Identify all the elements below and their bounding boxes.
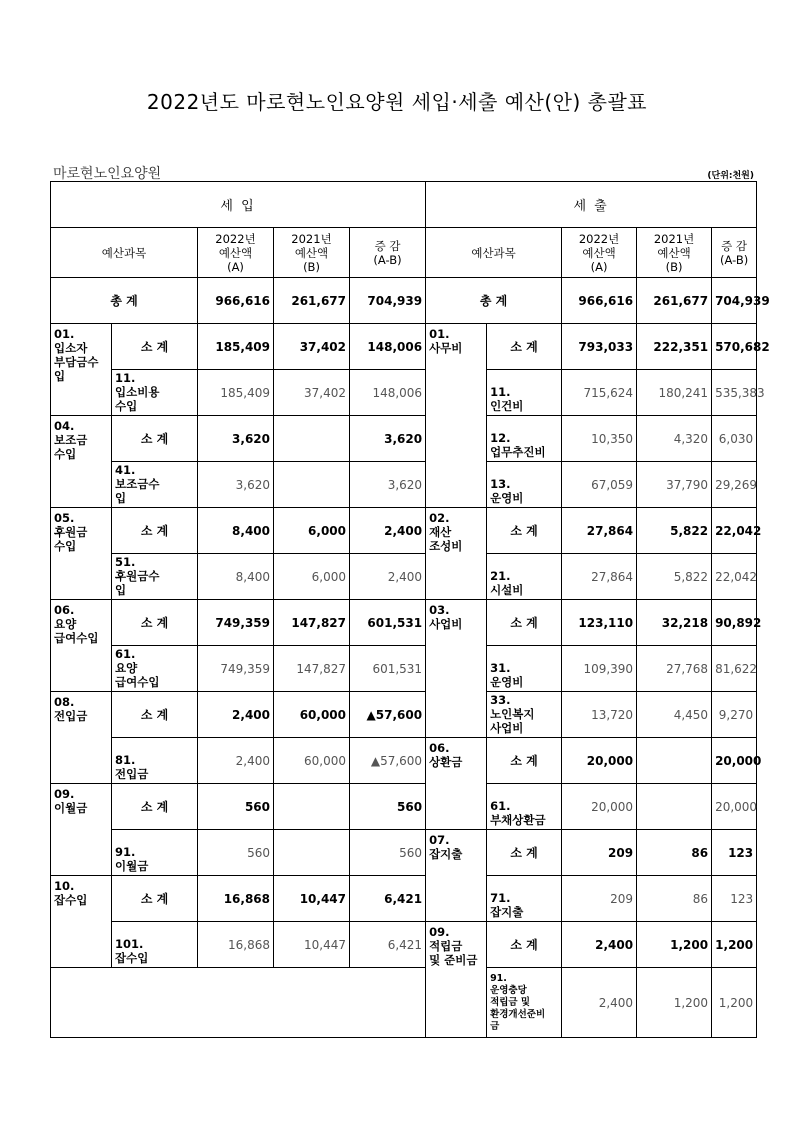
expense-item-value: 1,200 <box>712 968 757 1038</box>
expense-subtotal-label: 소 계 <box>487 922 562 968</box>
expense-subtotal-label: 소 계 <box>487 508 562 554</box>
income-subtotal-value <box>274 784 350 830</box>
expense-item-value: 10,350 <box>562 416 637 462</box>
expense-subtotal-value: 123,110 <box>562 600 637 646</box>
expense-item-value <box>637 784 712 830</box>
table-row <box>51 324 757 370</box>
expense-item-value: 1,200 <box>637 968 712 1038</box>
income-subtotal-value: 148,006 <box>350 324 426 370</box>
income-item-value: 3,620 <box>198 462 274 508</box>
table-row <box>51 462 757 508</box>
income-group-label: 05. 후원금 수입 <box>51 508 112 600</box>
income-2022-header: 2022년 예산액 (A) <box>198 228 274 278</box>
expense-total-label: 총 계 <box>426 278 562 324</box>
expense-total-value: 966,616 <box>562 278 637 324</box>
income-subtotal-value: 601,531 <box>350 600 426 646</box>
expense-2022-header: 2022년 예산액 (A) <box>562 228 637 278</box>
income-item-value: 560 <box>198 830 274 876</box>
income-subtotal-value: 60,000 <box>274 692 350 738</box>
income-total-label: 총 계 <box>51 278 198 324</box>
expense-subtotal-value: 20,000 <box>712 738 757 784</box>
income-item-label: 91. 이월금 <box>112 830 198 876</box>
income-group-label: 06. 요양 급여수입 <box>51 600 112 692</box>
income-subtotal-value: 560 <box>350 784 426 830</box>
expense-subtotal-label: 소 계 <box>487 738 562 784</box>
income-subtotal-value: 6,000 <box>274 508 350 554</box>
expense-item-value: 22,042 <box>712 554 757 600</box>
expense-subtotal-value <box>637 738 712 784</box>
income-subtotal-value: 10,447 <box>274 876 350 922</box>
income-item-label: 61. 요양 급여수입 <box>112 646 198 692</box>
expense-item-label: 91. 운영충당 적립금 및 환경개선준비 금 <box>487 968 562 1038</box>
expense-item-value: 27,768 <box>637 646 712 692</box>
income-subtotal-label: 소 계 <box>112 876 198 922</box>
expense-subtotal-value: 20,000 <box>562 738 637 784</box>
expense-item-label: 11. 인건비 <box>487 370 562 416</box>
expense-group-label: 06. 상환금 <box>426 738 487 830</box>
income-total-value: 704,939 <box>350 278 426 324</box>
income-section-header: 세 입 <box>51 182 426 228</box>
table-row <box>51 228 757 278</box>
expense-group-label: 02. 재산 조성비 <box>426 508 487 600</box>
expense-item-value: 20,000 <box>712 784 757 830</box>
expense-subtotal-value: 1,200 <box>637 922 712 968</box>
expense-section-header: 세 출 <box>426 182 757 228</box>
expense-subtotal-value: 90,892 <box>712 600 757 646</box>
expense-2021-header: 2021년 예산액 (B) <box>637 228 712 278</box>
expense-subtotal-value: 2,400 <box>562 922 637 968</box>
income-item-value <box>274 462 350 508</box>
table-row <box>51 370 757 416</box>
table-row <box>51 416 757 462</box>
income-item-value: 6,000 <box>274 554 350 600</box>
expense-diff-header: 증 감 (A-B) <box>712 228 757 278</box>
expense-subtotal-value: 123 <box>712 830 757 876</box>
income-subtotal-value <box>274 416 350 462</box>
income-subtotal-value: 37,402 <box>274 324 350 370</box>
expense-subtotal-value: 209 <box>562 830 637 876</box>
table-row <box>51 692 757 738</box>
income-empty-cell <box>51 968 426 1038</box>
table-row <box>51 968 757 1038</box>
income-item-value: 147,827 <box>274 646 350 692</box>
income-item-value: 2,400 <box>198 738 274 784</box>
expense-group-label: 01. 사무비 <box>426 324 487 508</box>
table-row <box>51 922 757 968</box>
table-row <box>51 278 757 324</box>
income-item-label: 81. 전입금 <box>112 738 198 784</box>
expense-item-value: 20,000 <box>562 784 637 830</box>
expense-item-value: 6,030 <box>712 416 757 462</box>
income-group-label: 10. 잡수입 <box>51 876 112 968</box>
expense-subtotal-value: 222,351 <box>637 324 712 370</box>
expense-group-label: 09. 적립금 및 준비금 <box>426 922 487 1038</box>
income-total-value: 261,677 <box>274 278 350 324</box>
income-subtotal-value: 749,359 <box>198 600 274 646</box>
expense-item-value: 27,864 <box>562 554 637 600</box>
expense-item-label: 61. 부채상환금 <box>487 784 562 830</box>
income-item-value: 60,000 <box>274 738 350 784</box>
expense-item-value: 4,320 <box>637 416 712 462</box>
income-subtotal-value: 2,400 <box>350 508 426 554</box>
income-group-label: 09. 이월금 <box>51 784 112 876</box>
income-subtotal-value: 3,620 <box>198 416 274 462</box>
table-row <box>51 508 757 554</box>
income-subtotal-value: 2,400 <box>198 692 274 738</box>
income-item-value: 601,531 <box>350 646 426 692</box>
expense-subtotal-value: 793,033 <box>562 324 637 370</box>
expense-subtotal-value: 32,218 <box>637 600 712 646</box>
expense-subtotal-label: 소 계 <box>487 600 562 646</box>
income-total-value: 966,616 <box>198 278 274 324</box>
income-group-label: 01. 입소자 부담금수 입 <box>51 324 112 416</box>
income-subtotal-value: 6,421 <box>350 876 426 922</box>
expense-item-value: 86 <box>637 876 712 922</box>
expense-item-value: 29,269 <box>712 462 757 508</box>
expense-item-value: 2,400 <box>562 968 637 1038</box>
income-subtotal-value: 8,400 <box>198 508 274 554</box>
table-row <box>51 646 757 692</box>
income-subtotal-label: 소 계 <box>112 416 198 462</box>
income-item-label: 41. 보조금수 입 <box>112 462 198 508</box>
expense-item-label: 33. 노인복지 사업비 <box>487 692 562 738</box>
expense-item-value: 9,270 <box>712 692 757 738</box>
income-item-value: 6,421 <box>350 922 426 968</box>
table-row <box>51 876 757 922</box>
expense-total-value: 704,939 <box>712 278 757 324</box>
income-subtotal-value: 16,868 <box>198 876 274 922</box>
expense-subtotal-label: 소 계 <box>487 830 562 876</box>
expense-item-label: 12. 업무추진비 <box>487 416 562 462</box>
income-item-label: 11. 입소비용 수입 <box>112 370 198 416</box>
income-item-label: 51. 후원금수 입 <box>112 554 198 600</box>
table-row <box>51 182 757 228</box>
expense-item-value: 4,450 <box>637 692 712 738</box>
income-subtotal-value: 185,409 <box>198 324 274 370</box>
expense-total-value: 261,677 <box>637 278 712 324</box>
expense-subtotal-value: 22,042 <box>712 508 757 554</box>
income-subtotal-value: ▲57,600 <box>350 692 426 738</box>
income-item-value: 8,400 <box>198 554 274 600</box>
table-row <box>51 830 757 876</box>
table-row <box>51 784 757 830</box>
expense-subtotal-value: 1,200 <box>712 922 757 968</box>
income-subtotal-value: 560 <box>198 784 274 830</box>
expense-item-value: 5,822 <box>637 554 712 600</box>
income-item-value: 16,868 <box>198 922 274 968</box>
table-row <box>51 738 757 784</box>
income-category-header: 예산과목 <box>51 228 198 278</box>
expense-category-header: 예산과목 <box>426 228 562 278</box>
income-subtotal-label: 소 계 <box>112 324 198 370</box>
budget-summary-table <box>50 181 770 1038</box>
expense-item-value: 535,383 <box>712 370 757 416</box>
income-item-value: 10,447 <box>274 922 350 968</box>
income-subtotal-label: 소 계 <box>112 692 198 738</box>
expense-item-label: 21. 시설비 <box>487 554 562 600</box>
income-subtotal-label: 소 계 <box>112 784 198 830</box>
income-item-value: 3,620 <box>350 462 426 508</box>
income-item-label: 101. 잡수입 <box>112 922 198 968</box>
income-item-value: 37,402 <box>274 370 350 416</box>
expense-item-value: 209 <box>562 876 637 922</box>
expense-item-value: 67,059 <box>562 462 637 508</box>
table-row <box>51 554 757 600</box>
income-item-value: ▲57,600 <box>350 738 426 784</box>
expense-subtotal-value: 86 <box>637 830 712 876</box>
expense-item-value: 180,241 <box>637 370 712 416</box>
income-subtotal-value: 147,827 <box>274 600 350 646</box>
income-item-value: 2,400 <box>350 554 426 600</box>
income-item-value <box>274 830 350 876</box>
expense-group-label: 07. 잡지출 <box>426 830 487 922</box>
income-item-value: 749,359 <box>198 646 274 692</box>
expense-item-label: 13. 운영비 <box>487 462 562 508</box>
income-group-label: 08. 전입금 <box>51 692 112 784</box>
income-subtotal-label: 소 계 <box>112 600 198 646</box>
income-item-value: 185,409 <box>198 370 274 416</box>
expense-group-label: 03. 사업비 <box>426 600 487 738</box>
expense-item-value: 123 <box>712 876 757 922</box>
expense-subtotal-label: 소 계 <box>487 324 562 370</box>
income-item-value: 560 <box>350 830 426 876</box>
table-row <box>51 600 757 646</box>
expense-subtotal-value: 570,682 <box>712 324 757 370</box>
income-item-value: 148,006 <box>350 370 426 416</box>
unit-label: (단위:천원) <box>707 171 754 181</box>
income-subtotal-value: 3,620 <box>350 416 426 462</box>
expense-item-value: 13,720 <box>562 692 637 738</box>
income-group-label: 04. 보조금 수입 <box>51 416 112 508</box>
income-subtotal-label: 소 계 <box>112 508 198 554</box>
expense-item-value: 81,622 <box>712 646 757 692</box>
income-diff-header: 증 감 (A-B) <box>350 228 426 278</box>
expense-item-value: 109,390 <box>562 646 637 692</box>
expense-item-value: 715,624 <box>562 370 637 416</box>
income-2021-header: 2021년 예산액 (B) <box>274 228 350 278</box>
expense-item-value: 37,790 <box>637 462 712 508</box>
expense-item-label: 31. 운영비 <box>487 646 562 692</box>
page-title: 2022년도 마로현노인요양원 세입·세출 예산(안) 총괄표 <box>146 90 648 114</box>
organization-name: 마로현노인요양원 <box>53 166 162 182</box>
expense-subtotal-value: 27,864 <box>562 508 637 554</box>
expense-subtotal-value: 5,822 <box>637 508 712 554</box>
expense-item-label: 71. 잡지출 <box>487 876 562 922</box>
